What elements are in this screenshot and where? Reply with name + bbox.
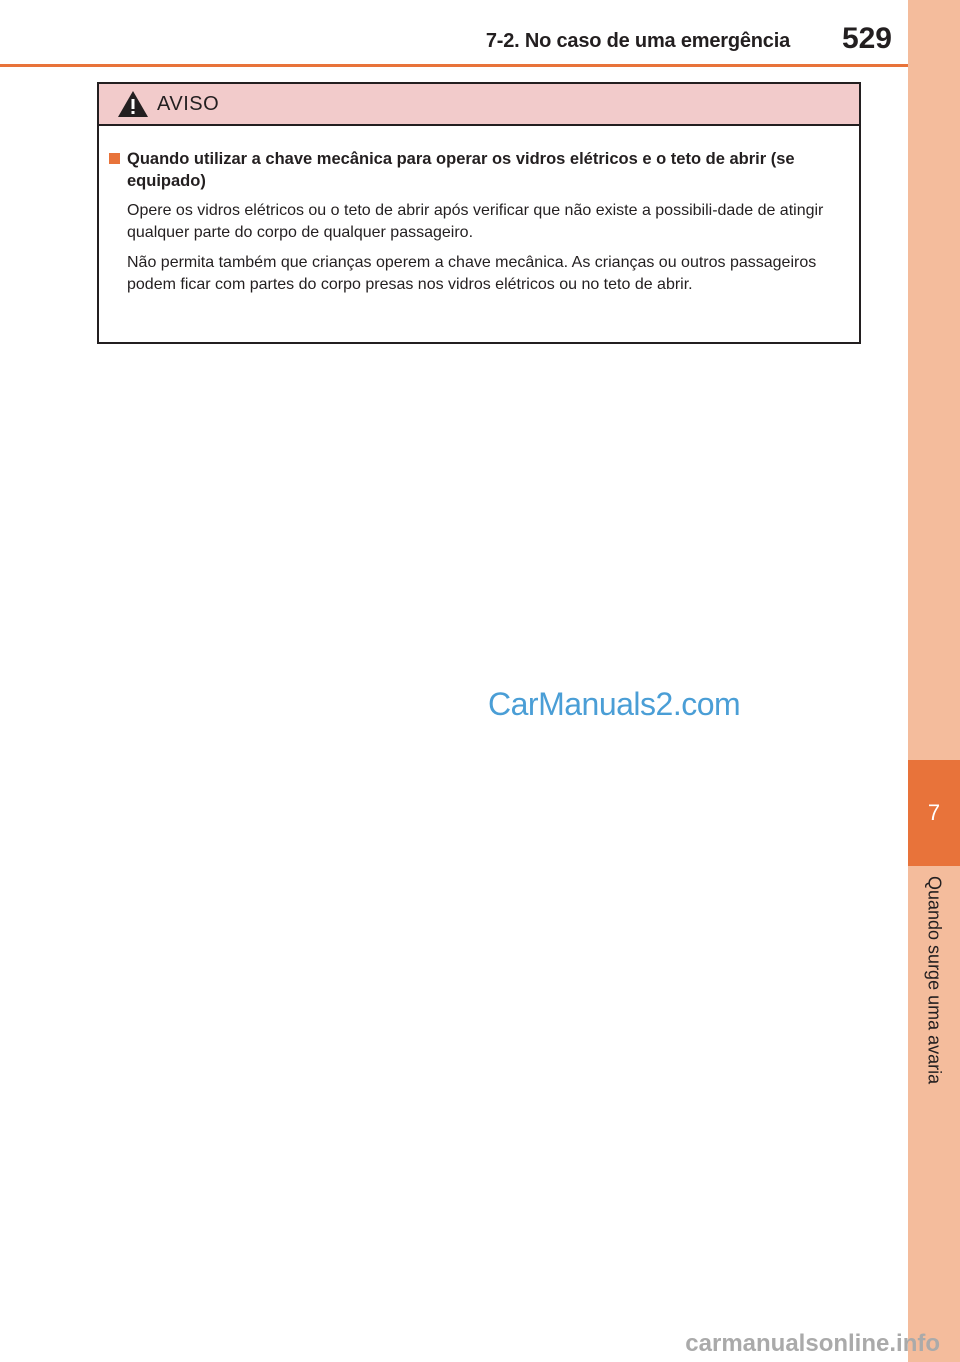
warning-heading [109,148,847,192]
header-rule [0,64,908,67]
chapter-title-tab [908,876,960,1116]
warning-label: AVISO [157,92,220,115]
watermark-logo: CarManuals2.com [488,686,741,722]
page-number: 529 [841,22,892,55]
chapter-number-tab [908,760,960,866]
warning-heading-text: Quando utilizar a chave mecânica para operar os vidros elétricos e o teto de abrir (se equipado) [127,150,795,190]
footer-watermark: carmanualsonline.info [685,1330,940,1357]
warning-triangle-icon [117,90,149,118]
warning-body [99,126,859,296]
square-bullet-icon [109,153,120,164]
chapter-number: 7 [927,800,941,825]
warning-paragraph: Opere os vidros elétricos ou o teto de abrir após verificar que não existe a possibili-dade de atingir qualquer parte do corpo de qualquer passageiro. [127,202,824,241]
warning-paragraph: Não permita também que crianças operem a chave mecânica. As crianças ou outros passageiros podem ficar com partes do corpo presas nos vidros elétricos ou no teto de abrir. [127,254,817,293]
section-title: 7-2. No caso de uma emergência [485,30,790,52]
chapter-title: Quando surge uma avaria [924,876,945,1085]
warning-box [97,82,861,344]
warning-header [99,84,859,126]
side-tab [908,0,960,1362]
